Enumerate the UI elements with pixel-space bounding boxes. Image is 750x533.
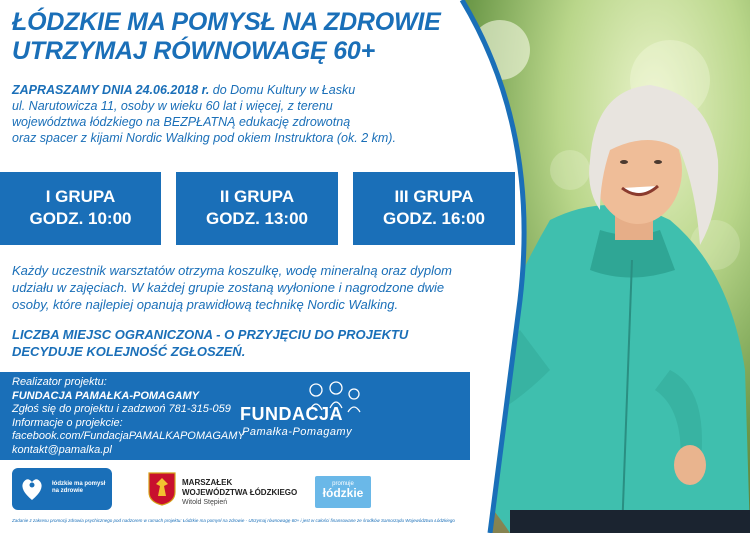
group-1-name: I GRUPA: [45, 187, 116, 206]
realizator-label: Realizator projektu:: [12, 376, 107, 388]
promuje-text: promuje: [332, 481, 354, 487]
notice-line-1: LICZBA MIEJSC OGRANICZONA - O PRZYJĘCIU DO PROJEKTU: [12, 327, 409, 342]
facebook-link[interactable]: facebook.com/FundacjaPAMALKAPOMAGAMY: [12, 430, 245, 442]
title-line-2: UTRZYMAJ RÓWNOWAGĘ 60+: [12, 37, 375, 65]
promuje-lodzkie-logo: [315, 476, 371, 508]
fundacja-word: FUNDACJA: [240, 404, 343, 424]
invite-line-4: oraz spacer z kijami Nordic Walking pod okiem Instruktora (ok. 2 km).: [12, 131, 396, 145]
group-3-time: GODZ. 16:00: [382, 209, 486, 228]
marszalek-logo: [182, 478, 297, 508]
group-2-name: II GRUPA: [219, 187, 295, 206]
info-text: [12, 262, 497, 313]
info-line-2: udziału w zajęciach. W każdej grupie zostaną wyłonione i nagrodzone dwie: [12, 280, 445, 295]
fundacja-name: FUNDACJA PAMAŁKA-POMAGAMY: [12, 389, 199, 402]
poster-title: [12, 8, 441, 66]
marszalek-line-1: MARSZAŁEK: [182, 478, 233, 487]
email-link[interactable]: kontakt@pamalka.pl: [12, 443, 112, 456]
group-1-time: GODZ. 10:00: [29, 209, 132, 228]
info-line-1: Każdy uczestnik warsztatów otrzyma koszulkę, wodę mineralną oraz dyplom: [12, 263, 453, 278]
group-2-time: GODZ. 13:00: [205, 209, 309, 228]
title-line-1: ŁÓDZKIE MA POMYSŁ NA ZDROWIE: [12, 8, 441, 36]
fundacja-sub: Pamałka-Pomagamy: [242, 426, 353, 438]
heart-person-icon: [20, 476, 44, 502]
group-1-box: [0, 172, 161, 245]
group-3-name: III GRUPA: [394, 187, 474, 206]
contact-info: [12, 376, 245, 457]
marszalek-line-2: WOJEWÓDZTWA ŁÓDZKIEGO: [182, 488, 298, 497]
group-3-box: [353, 172, 515, 245]
lodzkie-text: łódzkie: [322, 486, 364, 500]
invite-text-1: do Domu Kultury w Łasku: [209, 83, 356, 97]
group-2-box: [176, 172, 338, 245]
invite-line-2: ul. Narutowicza 11, osoby w wieku 60 lat i więcej, z terenu: [12, 99, 333, 113]
info-line-3: osoby, które najlepiej opanują prawidłową technikę Nordic Walking.: [12, 297, 399, 312]
pomysl-na-zdrowie-logo: [12, 468, 112, 510]
phone-text: Zgłoś się do projektu i zadzwoń 781-315-059: [12, 403, 231, 415]
limited-places-notice: [12, 326, 482, 360]
fundacja-logo: [240, 380, 370, 452]
invitation-text: [12, 82, 452, 146]
pomysl-logo-text: łódzkie ma pomysł na zdrowie: [52, 481, 106, 494]
invite-line-3: województwa łódzkiego na BEZPŁATNĄ edukację zdrowotną: [12, 115, 351, 129]
footer-note: Zadanie z zakresu promocji zdrowia psychicznego pod nadzorem w ramach projektu: Łódzkie ma pomysł na zdrowie - Utrzymaj równowagę 60+ i jest w całości finansowane ze środków Samorządu Województwa Łódzkiego: [12, 518, 455, 523]
invite-lead: ZAPRASZAMY DNIA 24.06.2018 r.: [12, 83, 210, 97]
informacje-label: Informacje o projekcie:: [12, 416, 123, 429]
voivodeship-crest-icon: [148, 472, 176, 506]
notice-line-2: DECYDUJE KOLEJNOŚĆ ZGŁOSZEŃ.: [12, 344, 246, 359]
marszalek-name: Witold Stępień: [182, 499, 228, 506]
